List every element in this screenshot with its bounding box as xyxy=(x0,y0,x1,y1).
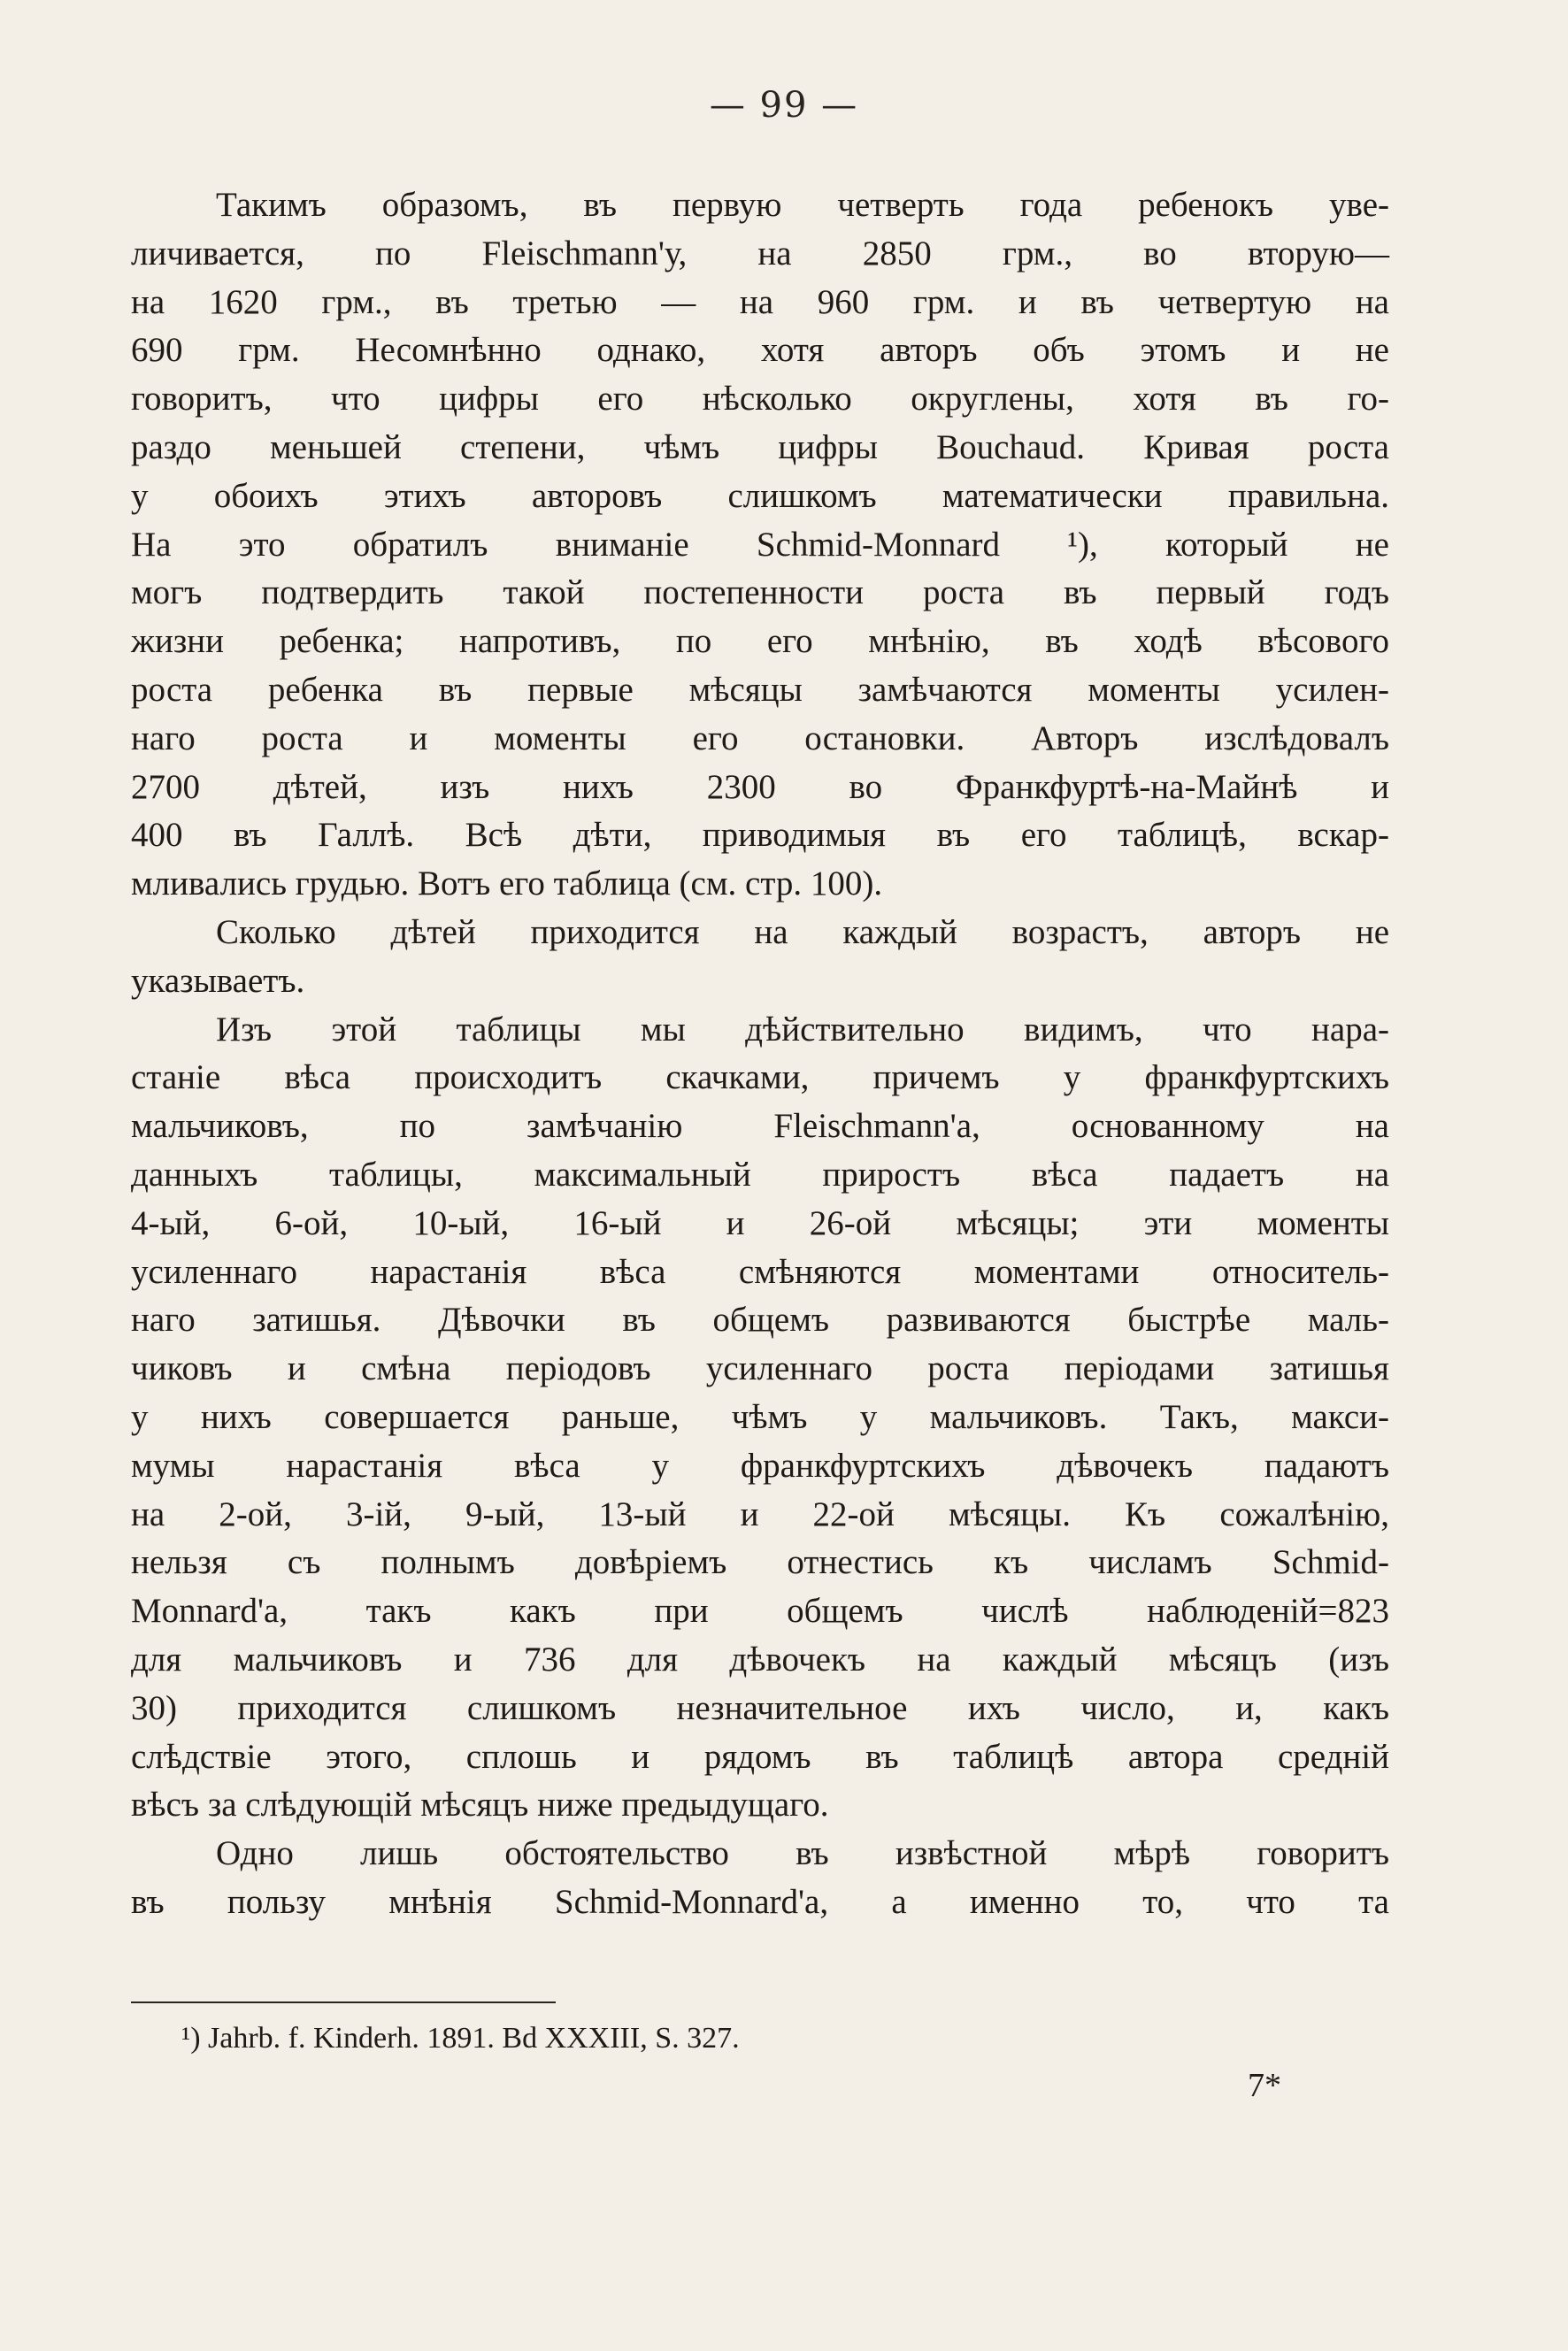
text-line: данныхъ таблицы, максимальный приростъ вѣса падаетъ на xyxy=(131,1155,1389,1194)
text-line: 690 грм. Несомнѣнно однако, хотя авторъ объ этомъ и не xyxy=(131,331,1389,370)
text-line: наго затишья. Дѣвочки въ общемъ развиваются быстрѣе маль- xyxy=(131,1301,1389,1340)
text-line: вѣсъ за слѣдующій мѣсяцъ ниже предыдущаго. xyxy=(131,1786,829,1825)
text-line: для мальчиковъ и 736 для дѣвочекъ на каждый мѣсяцъ (изъ xyxy=(131,1640,1389,1679)
text-line: 30) приходится слишкомъ незначительное ихъ число, и, какъ xyxy=(131,1688,1389,1727)
text-line: 2700 дѣтей, изъ нихъ 2300 во Франкфуртѣ-на-Майнѣ и xyxy=(131,767,1389,806)
text-line: указываетъ. xyxy=(131,961,305,1000)
text-line: на 1620 грм., въ третью — на 960 грм. и въ четвертую на xyxy=(131,282,1389,321)
text-line: нельзя съ полнымъ довѣріемъ отнестись къ числамъ Schmid- xyxy=(131,1543,1389,1582)
text-line: роста ребенка въ первые мѣсяцы замѣчаются моменты усилен- xyxy=(131,670,1389,709)
text-line: 4-ый, 6-ой, 10-ый, 16-ый и 26-ой мѣсяцы; эти моменты xyxy=(131,1203,1389,1242)
text-line: мумы нарастанія вѣса у франкфуртскихъ дѣвочекъ падаютъ xyxy=(131,1446,1389,1485)
signature-mark: 7* xyxy=(1248,2067,1281,2104)
text-line: Одно лишь обстоятельство въ извѣстной мѣрѣ говоритъ xyxy=(216,1834,1389,1873)
text-line: личивается, по Fleischmann'у, на 2850 грм., во вторую— xyxy=(131,234,1389,273)
text-line: мальчиковъ, по замѣчанію Fleischmann'а, основанному на xyxy=(131,1107,1389,1146)
text-line: жизни ребенка; напротивъ, по его мнѣнію, въ ходѣ вѣсового xyxy=(131,622,1389,661)
text-line: Изъ этой таблицы мы дѣйствительно видимъ, что нара- xyxy=(216,1010,1389,1049)
text-line: мливались грудью. Вотъ его таблица (см. стр. 100). xyxy=(131,864,883,903)
text-line: станіе вѣса происходитъ скачками, причемъ у франкфуртскихъ xyxy=(131,1058,1389,1097)
text-line: На это обратилъ вниманіе Schmid-Monnard ¹), который не xyxy=(131,525,1389,564)
text-line: чиковъ и смѣна періодовъ усиленнаго роста періодами затишья xyxy=(131,1349,1389,1388)
text-line: Monnard'а, такъ какъ при общемъ числѣ наблюденій=823 xyxy=(131,1592,1389,1631)
text-line: въ пользу мнѣнія Schmid-Monnard'а, а именно то, что та xyxy=(131,1882,1389,1921)
text-line: говоритъ, что цифры его нѣсколько округлены, хотя въ го- xyxy=(131,380,1389,419)
text-line: у обоихъ этихъ авторовъ слишкомъ математически правильна. xyxy=(131,476,1389,515)
text-line: слѣдствіе этого, сплошь и рядомъ въ таблицѣ автора средній xyxy=(131,1737,1389,1776)
body-text xyxy=(131,181,1389,1927)
text-line: наго роста и моменты его остановки. Авторъ изслѣдовалъ xyxy=(131,718,1389,757)
text-line: Сколько дѣтей приходится на каждый возрастъ, авторъ не xyxy=(216,912,1389,951)
text-line: на 2-ой, 3-ій, 9-ый, 13-ый и 22-ой мѣсяцы. Къ сожалѣнію, xyxy=(131,1494,1389,1533)
text-line: раздо меньшей степени, чѣмъ цифры Bouchaud. Кривая роста xyxy=(131,427,1389,466)
text-line: усиленнаго нарастанія вѣса смѣняются моментами относитель- xyxy=(131,1252,1389,1291)
text-line: 400 въ Галлѣ. Всѣ дѣти, приводимыя въ его таблицѣ, вскар- xyxy=(131,816,1389,855)
text-line: Такимъ образомъ, въ первую четверть года ребенокъ уве- xyxy=(216,186,1389,224)
footnote: ¹) Jahrb. f. Kinderh. 1891. Bd XXXIII, S. 327. xyxy=(181,2022,740,2055)
page-number: — 99 — xyxy=(709,85,859,126)
text-line: могъ подтвердить такой постепенности роста въ первый годъ xyxy=(131,573,1389,612)
text-line: у нихъ совершается раньше, чѣмъ у мальчиковъ. Такъ, макси- xyxy=(131,1397,1389,1436)
footnote-divider xyxy=(131,2001,556,2003)
